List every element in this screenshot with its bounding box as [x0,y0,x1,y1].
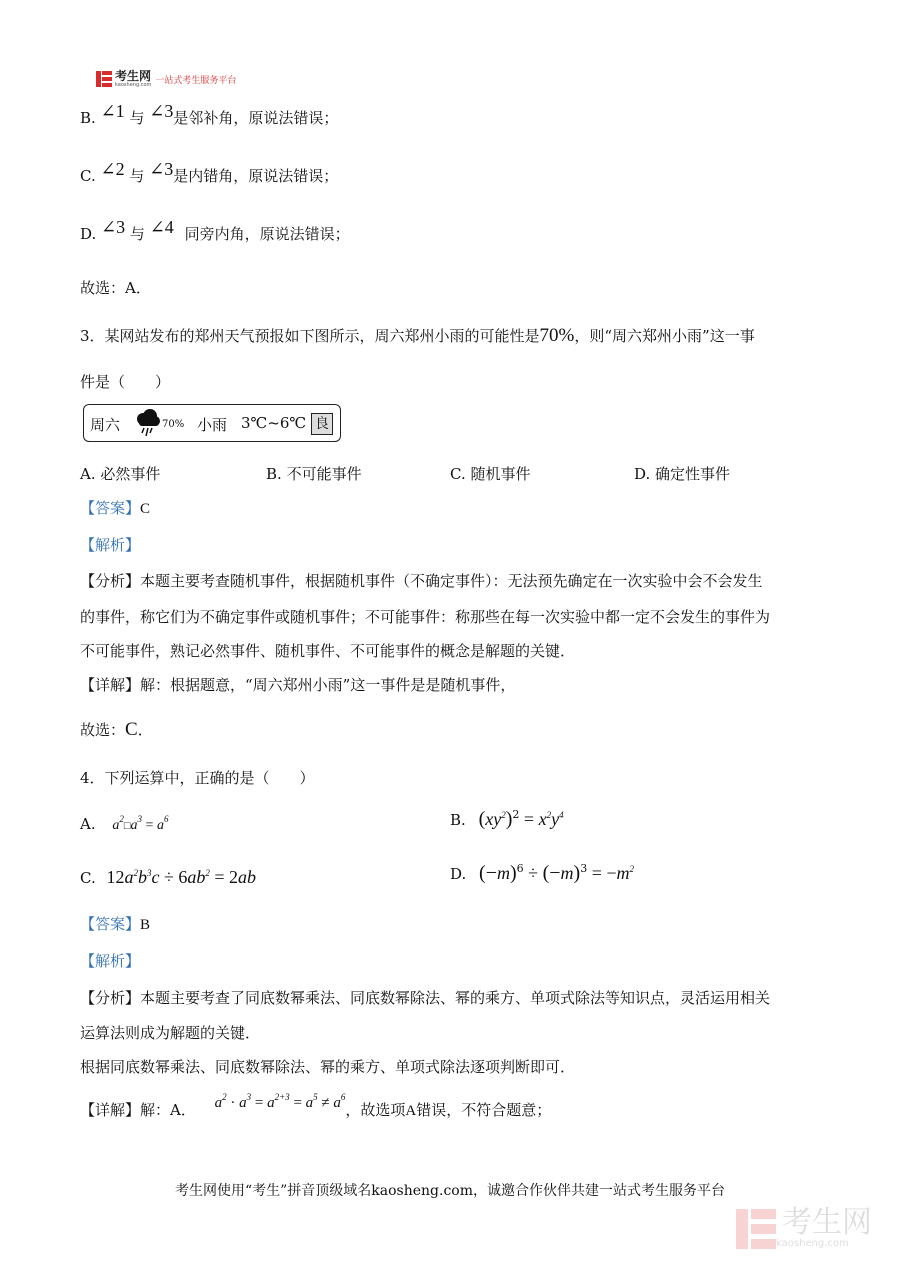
weather-description: 小雨 [197,416,228,434]
site-logo [96,70,236,88]
q4-analysis-line3: 根据同底数幂乘法、同底数幂除法、幂的乘方、单项式除法逐项判断即可． [80,1058,576,1076]
q4-stem: 4．下列运算中，正确的是（ ） [80,769,315,787]
q3-analysis-line1: 【分析】本题主要考查随机事件，根据随机事件（不确定事件）：无法预先确定在一次实验中会不会发生 [80,572,763,590]
q4-analysis-line2: 运算法则成为解题的关键． [80,1024,261,1042]
logo-domain: kaosheng.com [115,82,152,88]
logo-name: 考生网 [115,69,152,83]
watermark-name: 考生网 [782,1205,872,1240]
q3-detail: 【详解】解：根据题意，“周六郑州小雨”这一事件是是随机事件， [80,676,516,694]
weather-rain-probability: 70% [162,419,185,430]
q4-option-d: D. $(-m)^6 \div (-m)^3 = -m^2$ [450,862,634,884]
weather-temperature: 3℃~6℃ [241,414,307,432]
q3-analysis-line3: 不可能事件，熟记必然事件、随机事件、不可能事件的概念是解题的关键． [80,642,576,660]
q3-analysis-tag: 【解析】 [80,536,141,554]
page-footer: 考生网使用“考生”拼音顶级域名kaosheng.com，诚邀合作伙伴共建一站式考生服务平台 [174,1183,726,1199]
q3-analysis-line2: 的事件，称它们为不确定事件或随机事件；不可能事件：称那些在每一次实验中都一定不会发生的事件为 [80,608,771,626]
q2-option-c: C. ∠2 与 ∠3是内错角，原说法错误； [80,159,339,185]
watermark-domain: kaosheng.com [776,1238,849,1249]
weather-forecast-box [83,404,341,442]
q3-answer: 【答案】C [80,499,151,517]
weather-day: 周六 [90,416,121,434]
q3-option-d: D. 确定性事件 [634,465,731,483]
q3-stem-line2: 件是（ ） [80,373,171,391]
logo-slogan: 一站式考生服务平台 [155,75,237,86]
q2-option-b: B. ∠1 与 ∠3是邻补角，原说法错误； [80,101,339,127]
q3-option-c: C. 随机事件 [450,465,531,483]
q3-stem-line1: 3．某网站发布的郑州天气预报如下图所示，周六郑州小雨的可能性是70%，则“周六郑州小雨”这一事 [80,325,755,346]
rain-cloud-icon [135,409,161,443]
q4-analysis-line1: 【分析】本题主要考查了同底数幂乘法、同底数幂除法、幂的乘方、单项式除法等知识点，灵活运用相关 [80,989,771,1007]
q3-option-a: A. 必然事件 [80,465,161,483]
q2-conclusion: 故选：A． [80,279,151,297]
watermark-logo [736,1205,872,1249]
q4-option-c: C. $12a^2b^3c \div 6ab^2 = 2ab$ [80,867,257,887]
q4-detail: 【详解】解：A． $a^2 \cdot a^3 = a^{2+3} = a^5 \ne a^6$，故选项A错误，不符合题意； [80,1092,552,1119]
logo-mark-icon [96,71,112,87]
q4-analysis-tag: 【解析】 [80,952,141,970]
q2-option-d: D. ∠3 与 ∠4 同旁内角，原说法错误； [80,217,350,243]
q4-option-a: A. $a^2□a^3 = a^6$ [80,814,169,833]
q4-answer: 【答案】B [80,915,151,933]
watermark-mark-icon [736,1209,776,1249]
q3-option-b: B. 不可能事件 [266,465,362,483]
q4-option-b: B. $(xy^2)^2 = x^2y^4$ [450,808,564,830]
air-quality-badge: 良 [311,413,333,435]
q3-conclusion: 故选：C． [80,719,153,740]
